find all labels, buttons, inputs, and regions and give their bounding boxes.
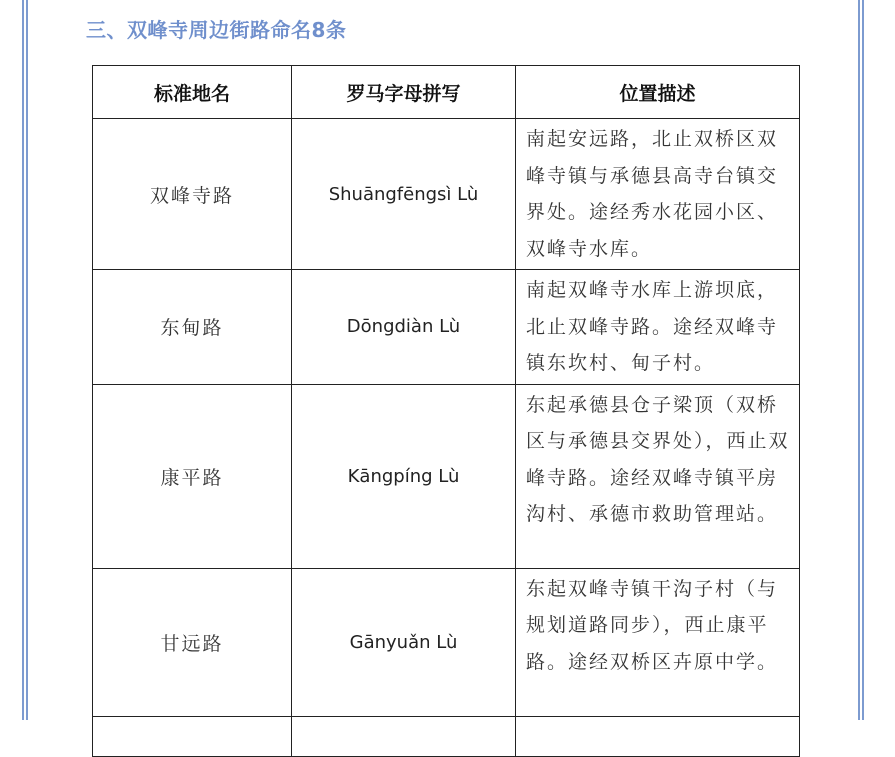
romanization-cell: Kāngpíng Lù — [292, 384, 516, 568]
street-name-cell: 东甸路 — [93, 270, 292, 385]
table-row — [93, 119, 800, 270]
street-name-cell: 甘远路 — [93, 568, 292, 716]
street-name-cell: 康平路 — [93, 384, 292, 568]
romanization-cell: Shuāngfēngsì Lù — [292, 119, 516, 270]
description-cell: 南起安远路，北止双桥区双峰寺镇与承德县高寺台镇交界处。途经秀水花园小区、双峰寺水库。 — [516, 119, 800, 270]
page-frame-right — [858, 0, 864, 720]
romanization-cell: Gānyuǎn Lù — [292, 568, 516, 716]
romanization-cell: Dōngdiàn Lù — [292, 270, 516, 385]
table-row — [93, 716, 800, 756]
description-cell: 东起双峰寺镇干沟子村（与规划道路同步），西止康平路。途经双桥区卉原中学。 — [516, 568, 800, 716]
description-cell: 南起双峰寺水库上游坝底，北止双峰寺路。途经双峰寺镇东坎村、甸子村。 — [516, 270, 800, 385]
table-row — [93, 568, 800, 716]
section-heading: 三、双峰寺周边街路命名8条 — [86, 18, 347, 42]
column-header-romanization: 罗马字母拼写 — [292, 66, 516, 119]
description-cell: 东起承德县仓子梁顶（双桥区与承德县交界处），西止双峰寺路。途经双峰寺镇平房沟村、承德市救助管理站。 — [516, 384, 800, 568]
table-row — [93, 270, 800, 385]
column-header-location-description: 位置描述 — [516, 66, 800, 119]
table-row — [93, 384, 800, 568]
street-naming-table — [92, 65, 800, 757]
romanization-cell — [292, 716, 516, 756]
street-name-cell: 双峰寺路 — [93, 119, 292, 270]
street-name-cell — [93, 716, 292, 756]
description-cell — [516, 716, 800, 756]
table-header-row — [93, 66, 800, 119]
page-frame-left — [22, 0, 28, 720]
column-header-standard-name: 标准地名 — [93, 66, 292, 119]
